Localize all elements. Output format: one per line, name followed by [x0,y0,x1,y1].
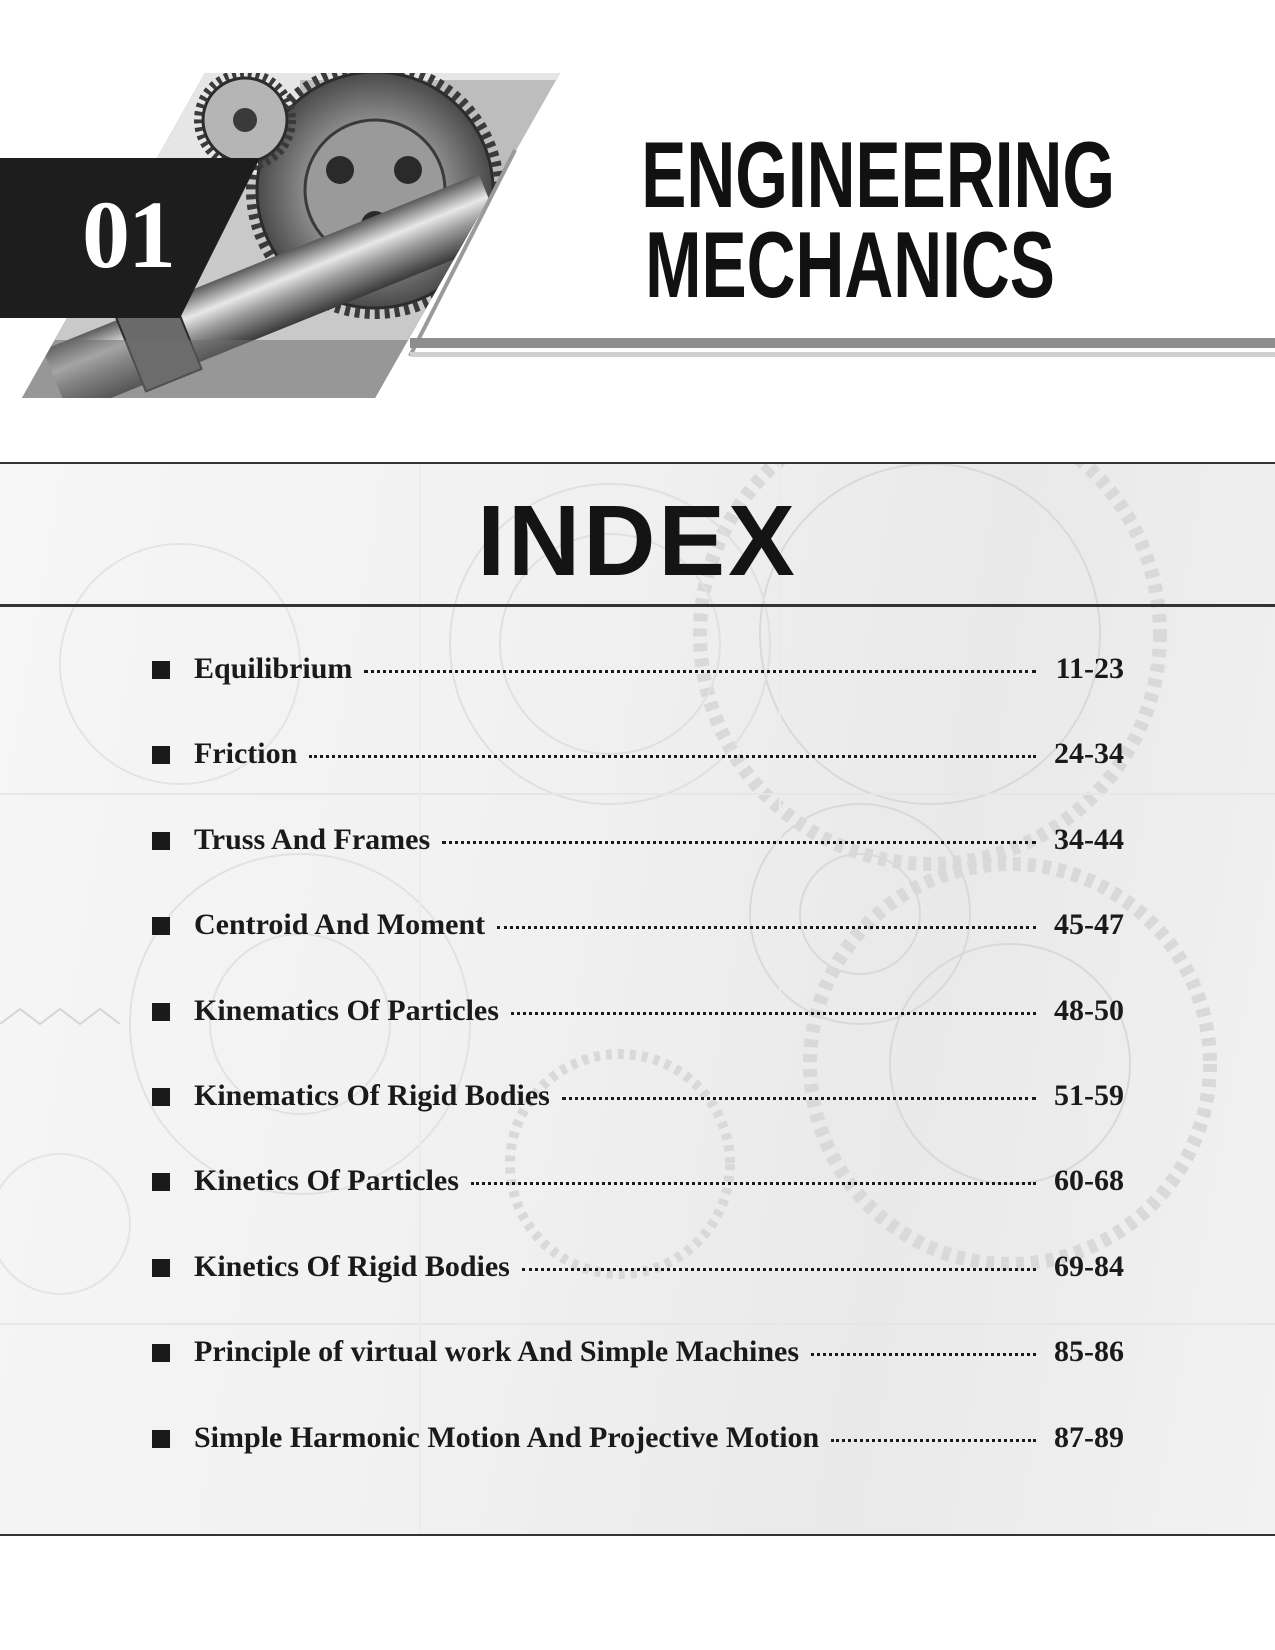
toc-entry[interactable] [152,652,1124,737]
square-bullet-icon [152,661,170,679]
dot-leader [442,841,1036,844]
dot-leader [497,926,1036,929]
toc-entry[interactable] [152,823,1124,908]
toc-entry-pages: 51-59 [1054,1078,1124,1112]
chapter-number: 01 [82,181,174,288]
toc-entry-title: Kinematics Of Rigid Bodies [194,1078,550,1112]
toc-entry-pages: 11-23 [1055,652,1124,685]
square-bullet-icon [152,1430,170,1448]
square-bullet-icon [152,1344,170,1362]
index-bottom-rule [0,1534,1275,1536]
toc-entry-title: Friction [194,737,298,771]
index-heading-rule [0,604,1275,607]
toc-entry[interactable] [152,1250,1124,1335]
toc-entry-pages: 69-84 [1054,1249,1124,1283]
chapter-title-line-2: MECHANICS [645,212,1055,317]
toc-entry-pages: 48-50 [1054,993,1124,1027]
toc-entry-pages: 60-68 [1054,1164,1124,1198]
toc-entry-title: Simple Harmonic Motion And Projective Motion [194,1420,820,1454]
toc-entry[interactable] [152,1079,1124,1164]
toc-entry-pages: 34-44 [1054,822,1124,856]
square-bullet-icon [152,1003,170,1021]
square-bullet-icon [152,832,170,850]
toc-entry-title: Kinematics Of Particles [194,993,499,1027]
square-bullet-icon [152,917,170,935]
toc-entry-title: Kinetics Of Rigid Bodies [194,1249,510,1283]
square-bullet-icon [152,746,170,764]
table-of-contents [152,652,1124,1506]
toc-entry[interactable] [152,1421,1124,1506]
toc-entry[interactable] [152,1335,1124,1420]
toc-entry-title: Equilibrium [194,652,353,685]
index-heading: INDEX [477,485,798,597]
dot-leader [522,1268,1036,1271]
toc-entry[interactable] [152,994,1124,1079]
index-top-rule [0,462,1275,464]
chapter-title [560,122,1140,317]
square-bullet-icon [152,1173,170,1191]
toc-entry-pages: 45-47 [1054,908,1124,942]
dot-leader [511,1012,1036,1015]
toc-entry-title: Truss And Frames [194,822,431,856]
toc-entry-pages: 87-89 [1054,1420,1124,1454]
toc-entry-title: Centroid And Moment [194,908,486,942]
toc-entry[interactable] [152,1164,1124,1249]
toc-entry-pages: 85-86 [1054,1335,1124,1369]
chapter-title-line-1: ENGINEERING [641,122,1116,227]
title-underline-shadow [410,352,1275,357]
toc-entry[interactable] [152,908,1124,993]
toc-entry-title: Principle of virtual work And Simple Machines [194,1335,800,1369]
square-bullet-icon [152,1259,170,1277]
title-underline [410,338,1275,348]
dot-leader [364,670,1036,673]
dot-leader [562,1097,1036,1100]
dot-leader [471,1182,1036,1185]
dot-leader [309,755,1036,758]
square-bullet-icon [152,1088,170,1106]
dot-leader [831,1439,1036,1442]
toc-entry-pages: 24-34 [1054,737,1124,771]
toc-entry[interactable] [152,737,1124,822]
chapter-header [0,0,1275,420]
dot-leader [811,1353,1036,1356]
toc-entry-title: Kinetics Of Particles [194,1164,459,1198]
